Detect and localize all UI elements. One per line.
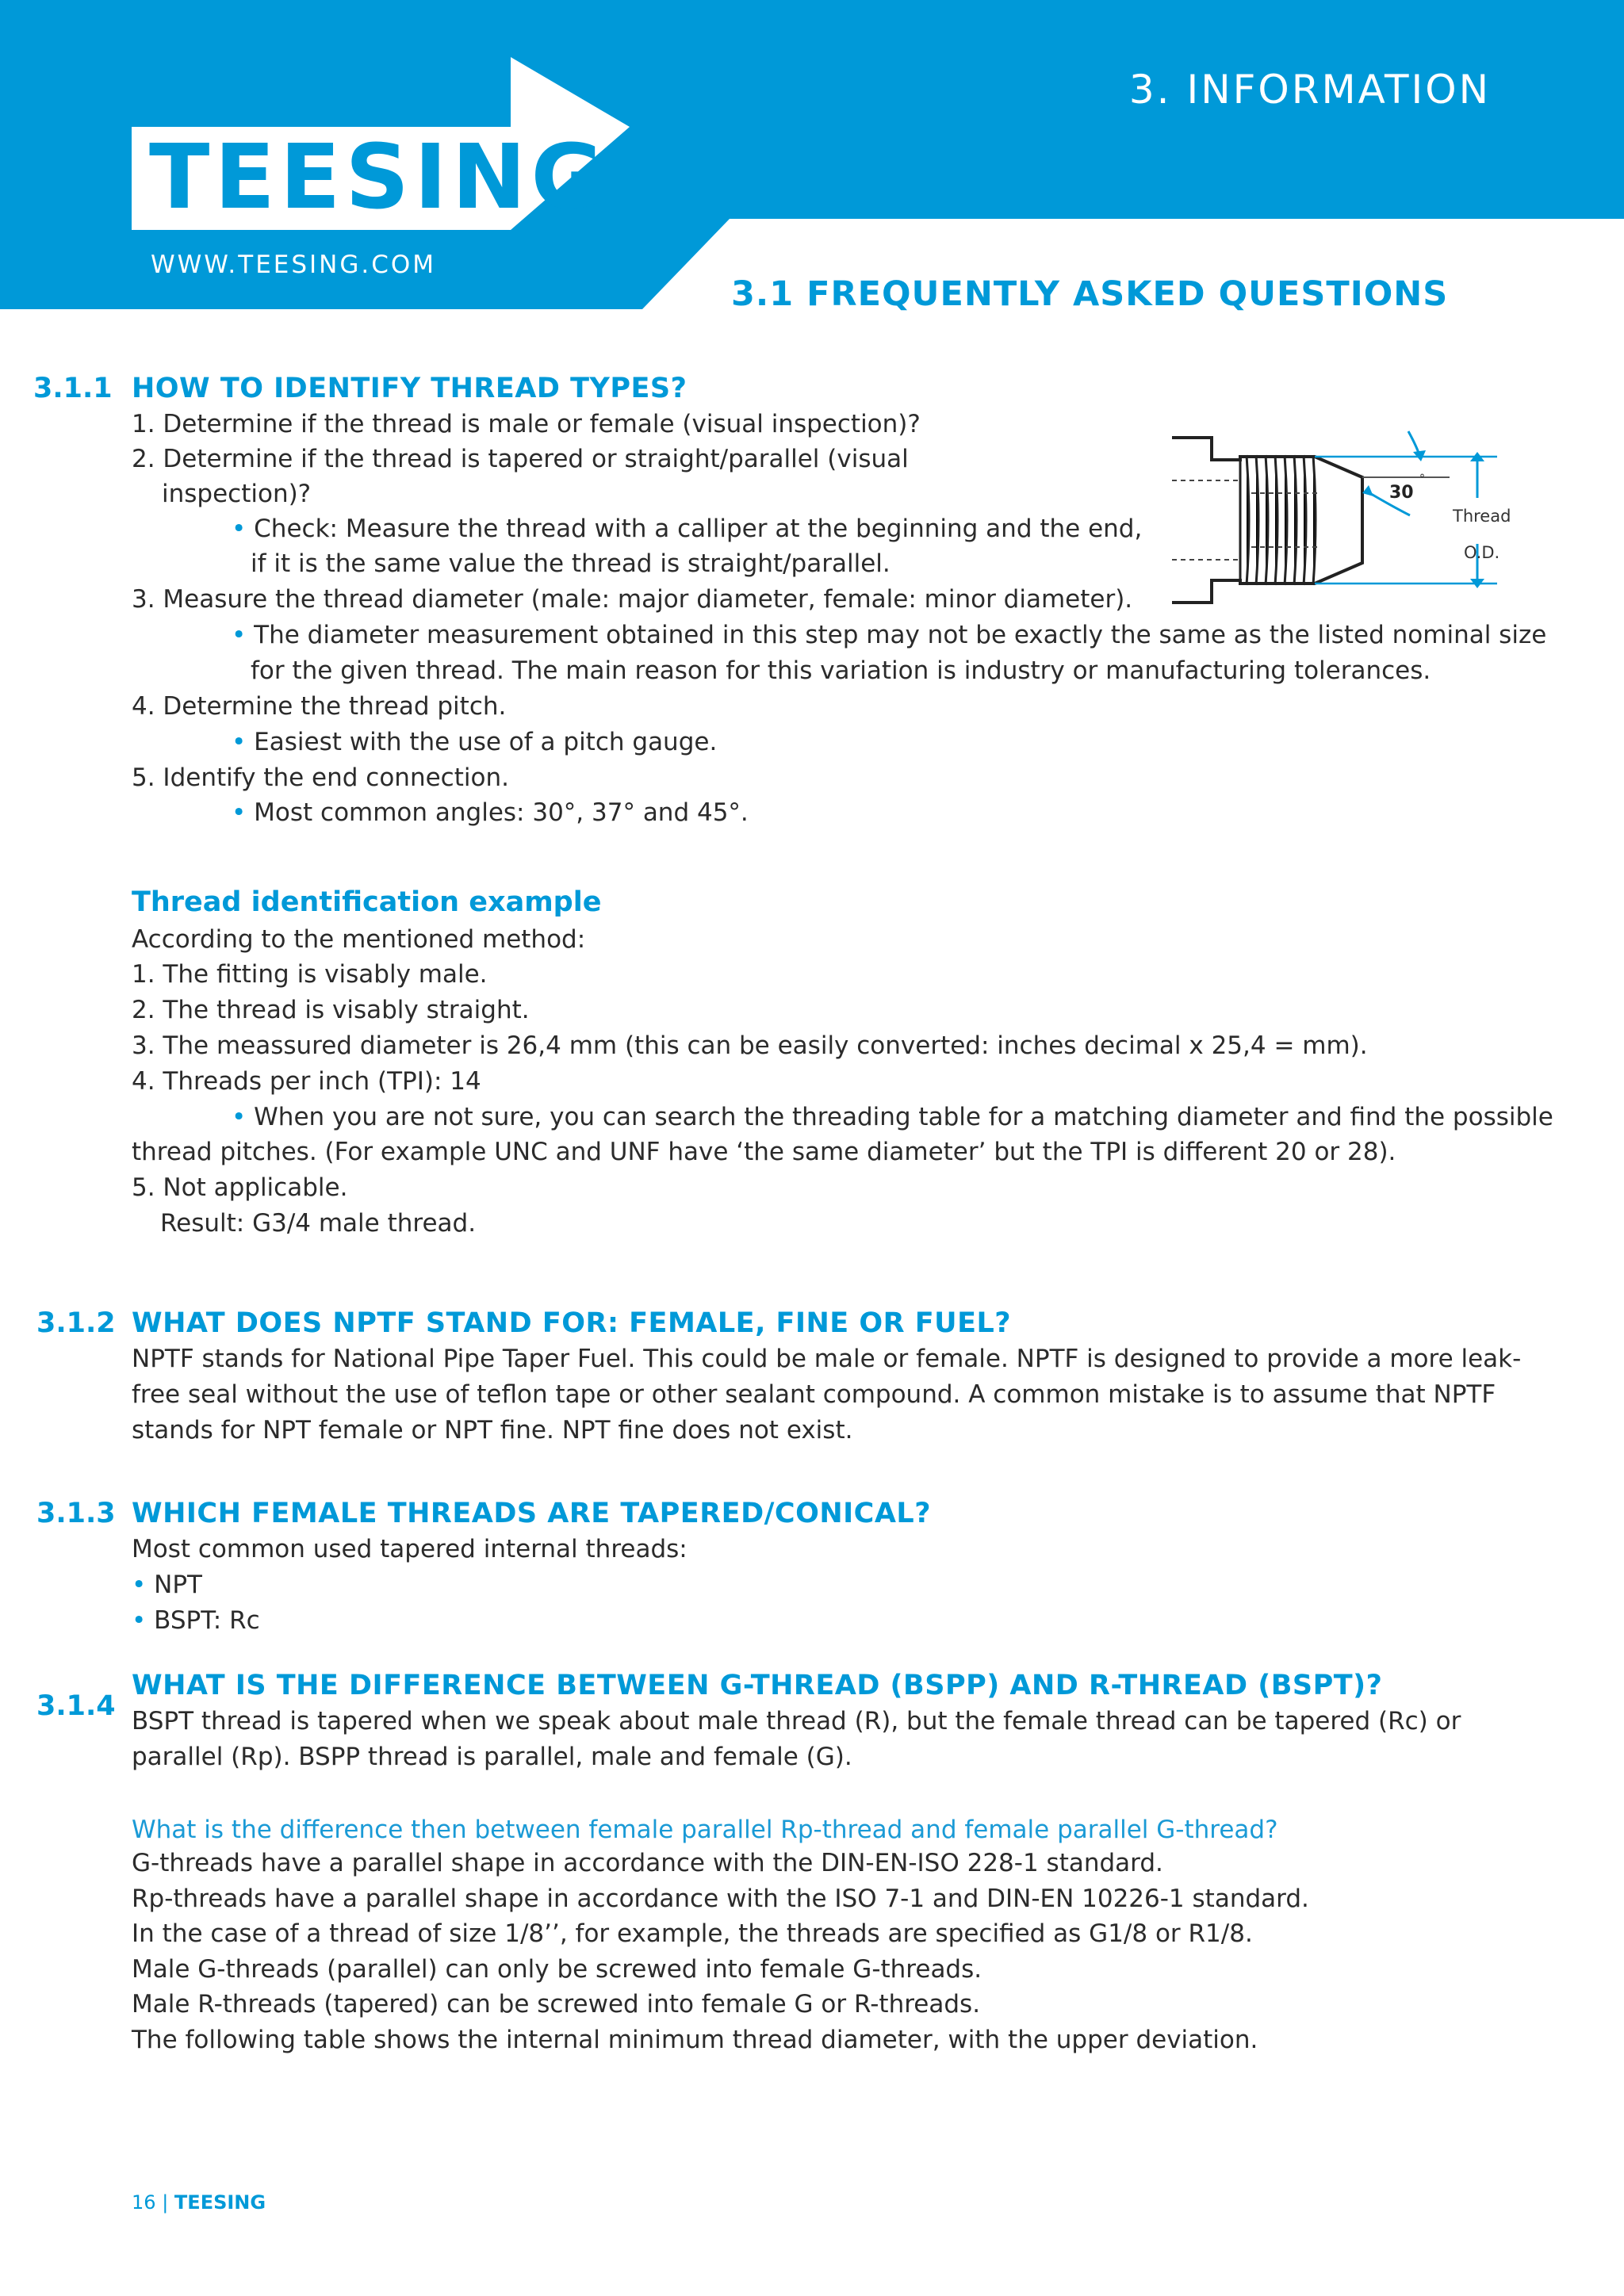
difference-question: What is the difference then between female parallel Rp-thread and female parallel G-thread? <box>132 1816 1278 1844</box>
example-3: 3. The meassured diameter is 26,4 mm (this can be easily converted: inches decimal x 25,4 = mm). <box>132 1031 1368 1060</box>
answer-6: The following table shows the internal minimum thread diameter, with the upper deviation. <box>132 2026 1258 2054</box>
nptf-p3: stands for NPT female or NPT fine. NPT fine does not exist. <box>132 1416 853 1445</box>
nptf-p1: NPTF stands for National Pipe Taper Fuel. This could be male or female. NPTF is designed to provide a more leak- <box>132 1345 1522 1373</box>
bullet-diameter-cont: for the given thread. The main reason for this variation is industry or manufacturing tolerances. <box>251 656 1431 685</box>
section-label: 3. INFORMATION <box>1128 67 1491 113</box>
section-number-312: 3.1.2 <box>36 1307 116 1339</box>
website-link[interactable]: WWW.TEESING.COM <box>151 251 437 279</box>
tapered-npt: • NPT <box>132 1571 202 1599</box>
example-intro: According to the mentioned method: <box>132 925 586 954</box>
tapered-intro: Most common used tapered internal threads: <box>132 1535 688 1563</box>
footer-separator: | <box>162 2191 169 2214</box>
answer-2: Rp-threads have a parallel shape in accordance with the ISO 7-1 and DIN-EN 10226-1 standard. <box>132 1885 1309 1913</box>
step-4: 4. Determine the thread pitch. <box>132 692 507 721</box>
diagram-label-thread: Thread <box>1453 507 1511 526</box>
example-2: 2. The thread is visably straight. <box>132 996 530 1024</box>
bullet-icon: • <box>232 728 247 756</box>
heading-313: WHICH FEMALE THREADS ARE TAPERED/CONICAL? <box>132 1498 932 1529</box>
bullet-icon: • <box>132 1571 147 1599</box>
bspt-p1: BSPT thread is tapered when we speak about male thread (R), but the female thread can be tapered (Rc) or <box>132 1707 1461 1735</box>
heading-312: WHAT DOES NPTF STAND FOR: FEMALE, FINE OR FUEL? <box>132 1307 1012 1339</box>
footer-brand: TEESING <box>174 2191 266 2214</box>
example-heading: Thread identification example <box>132 886 602 918</box>
nptf-p2: free seal without the use of teflon tape or other sealant compound. A common mistake is to assume that NPTF <box>132 1380 1496 1409</box>
bullet-icon: • <box>232 621 247 649</box>
bullet-icon: • <box>132 1606 147 1635</box>
bullet-icon: • <box>232 515 247 543</box>
step-2-cont: inspection)? <box>162 480 312 508</box>
section-number-314: 3.1.4 <box>36 1690 116 1722</box>
step-3: 3. Measure the thread diameter (male: major diameter, female: minor diameter). <box>132 585 1133 614</box>
example-1: 1. The fitting is visably male. <box>132 960 488 989</box>
page-title: 3.1 FREQUENTLY ASKED QUESTIONS <box>731 274 1449 314</box>
step-2: 2. Determine if the thread is tapered or straight/parallel (visual <box>132 445 909 473</box>
section-number-311: 3.1.1 <box>33 373 113 404</box>
logo[interactable]: TEESING <box>149 126 609 229</box>
bspt-p2: parallel (Rp). BSPP thread is parallel, male and female (G). <box>132 1743 852 1771</box>
example-result: Result: G3/4 male thread. <box>160 1209 477 1238</box>
tapered-bspt: • BSPT: Rc <box>132 1606 260 1635</box>
answer-3: In the case of a thread of size 1/8’’, for example, the threads are specified as G1/8 or R1/8. <box>132 1919 1253 1948</box>
example-5: 5. Not applicable. <box>132 1173 348 1202</box>
example-4: 4. Threads per inch (TPI): 14 <box>132 1067 481 1096</box>
bullet-check: • Check: Measure the thread with a calliper at the beginning and the end, <box>232 515 1143 543</box>
bullet-check-cont: if it is the same value the thread is straight/parallel. <box>251 549 891 578</box>
step-5: 5. Identify the end connection. <box>132 763 509 792</box>
bullet-angles: • Most common angles: 30°, 37° and 45°. <box>232 798 749 827</box>
example-4-bullet: • When you are not sure, you can search the threading table for a matching diameter and find the possible <box>232 1103 1553 1131</box>
bullet-icon: • <box>232 1103 247 1131</box>
bullet-pitch: • Easiest with the use of a pitch gauge. <box>232 728 718 756</box>
step-1: 1. Determine if the thread is male or female (visual inspection)? <box>132 410 921 438</box>
diagram-label-od: O.D. <box>1464 543 1500 562</box>
answer-1: G-threads have a parallel shape in accordance with the DIN-EN-ISO 228-1 standard. <box>132 1849 1163 1877</box>
bullet-diameter: • The diameter measurement obtained in this step may not be exactly the same as the listed nominal size <box>232 621 1547 649</box>
heading-311: HOW TO IDENTIFY THREAD TYPES? <box>132 373 688 404</box>
example-4-cont: thread pitches. (For example UNC and UNF have ‘the same diameter’ but the TPI is different 20 or 28). <box>132 1138 1396 1166</box>
section-number-313: 3.1.3 <box>36 1498 116 1529</box>
page-number: 16 <box>132 2191 156 2214</box>
heading-314: WHAT IS THE DIFFERENCE BETWEEN G-THREAD (BSPP) AND R-THREAD (BSPT)? <box>132 1670 1383 1701</box>
answer-4: Male G-threads (parallel) can only be screwed into female G-threads. <box>132 1955 982 1984</box>
answer-5: Male R-threads (tapered) can be screwed into female G or R-threads. <box>132 1990 981 2019</box>
bullet-icon: • <box>232 798 247 827</box>
thread-diagram <box>1164 428 1529 610</box>
angle-label: 30 <box>1389 483 1414 503</box>
page-footer <box>132 2191 266 2214</box>
degree-mark: ° <box>1419 473 1425 485</box>
